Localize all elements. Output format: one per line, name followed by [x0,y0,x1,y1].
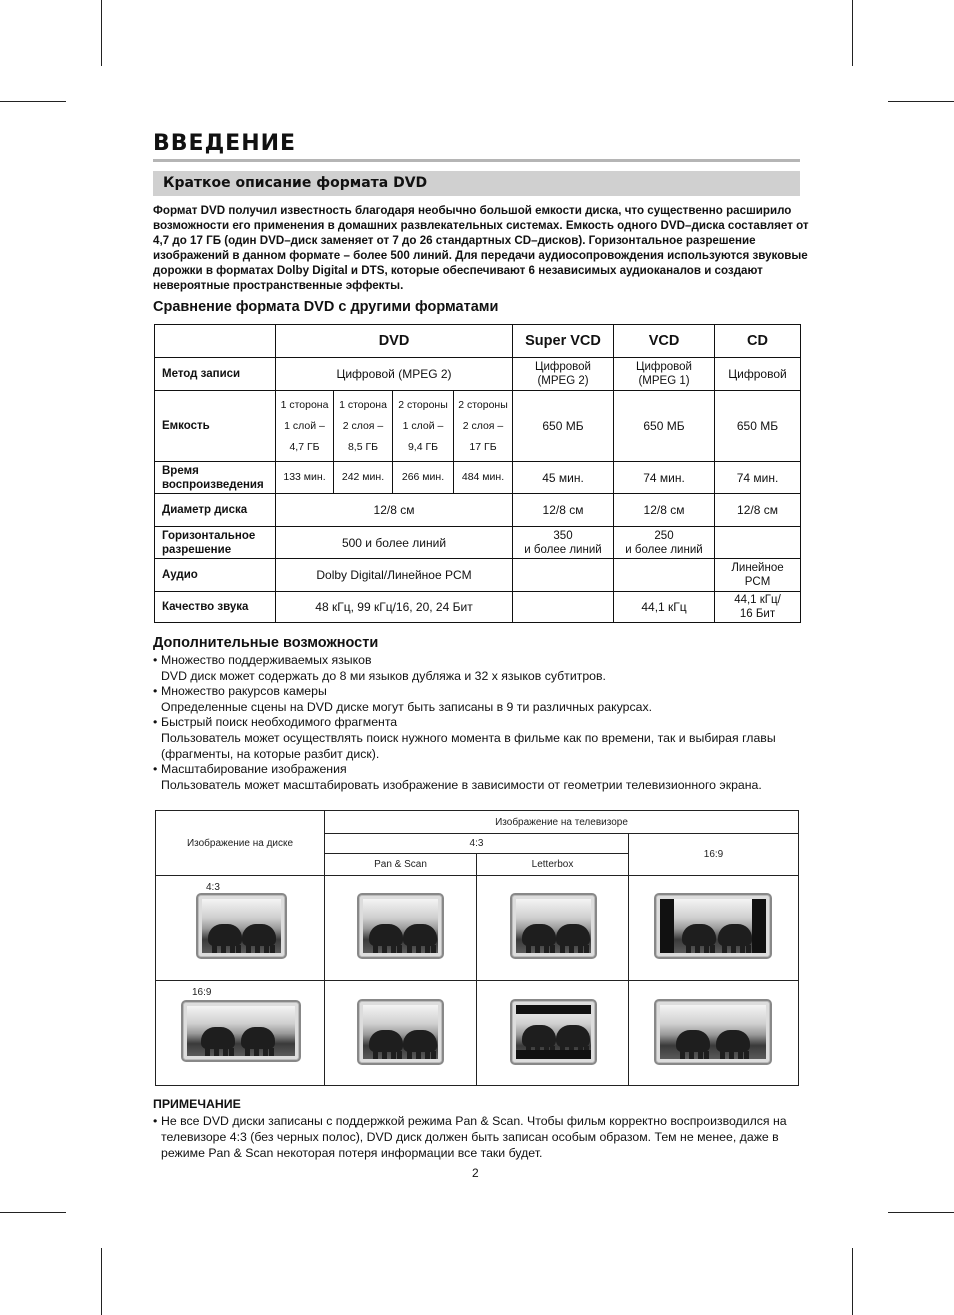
tv-thumbnail [196,893,287,959]
table-cell: 650 МБ [614,391,715,462]
elephant-image [516,899,591,953]
tv-thumbnail [654,893,772,959]
header-dvd: DVD [276,325,513,358]
feature-body: Пользователь может осуществлять поиск нужного момента в фильме как по времени, так и выбирая главы (фрагменты, на которые разбит диск). [161,730,776,761]
elephant-image [363,1005,438,1059]
header-vcd: VCD [614,325,715,358]
table-cell [513,592,614,623]
disc-header: Изображение на диске [156,811,325,876]
table-cell: 250 и более линий [614,527,715,559]
table-cell: 484 мин. [454,462,513,494]
ratio-43-header: 4:3 [325,834,629,854]
table-cell: 12/8 см [614,494,715,527]
table-row [155,391,801,462]
elephant-image [660,1005,766,1059]
table-cell: 1 сторона 2 слоя – 8,5 ГБ [334,391,393,462]
table-cell: 44,1 кГц/ 16 Бит [715,592,801,623]
row-label: Диаметр диска [155,494,276,527]
table-cell: 2 стороны 1 слой – 9,4 ГБ [393,391,454,462]
table-cell: Цифровой (MPEG 1) [614,358,715,391]
table-cell: 500 и более линий [276,527,513,559]
table-cell: 12/8 см [513,494,614,527]
table-row [155,494,801,527]
table-cell: Цифровой (MPEG 2) [513,358,614,391]
table-row [156,811,799,834]
table-cell: 2 стороны 2 слоя – 17 ГБ [454,391,513,462]
crop-mark [101,0,102,66]
ratio-169-header: 16:9 [629,834,799,876]
page-number: 2 [472,1166,479,1180]
note-text: • Не все DVD диски записаны с поддержкой режима Pan & Scan. Чтобы фильм корректно воспроизводился на телевизоре 4:3 (без черных полос), DVD диск должен быть записан особым образом. Тем не менее, даже в режиме Pan & Scan некоторая потеря информации все таки будет. [153,1113,823,1161]
page-title: ВВЕДЕНИЕ [153,131,297,156]
table-cell: Dolby Digital/Линейное PCM [276,559,513,592]
note-title: ПРИМЕЧАНИЕ [153,1097,241,1111]
table-cell: 74 мин. [715,462,801,494]
table-cell [156,981,325,1086]
table-cell: 133 мин. [276,462,334,494]
tv-header: Изображение на телевизоре [325,811,799,834]
crop-mark [852,1248,853,1315]
feature-heading: • Быстрый поиск необходимого фрагмента [153,715,823,731]
elephant-image [187,1006,295,1056]
table-cell: 350 и более линий [513,527,614,559]
table-cell: Цифровой (MPEG 2) [276,358,513,391]
table-cell: Цифровой [715,358,801,391]
table-row [155,462,801,494]
tv-thumbnail [181,1000,301,1062]
table-cell: 48 кГц, 99 кГц/16, 20, 24 Бит [276,592,513,623]
table-row [156,876,799,981]
letterbox-header: Letterbox [477,854,629,876]
table-row [155,527,801,559]
table-cell: 74 мин. [614,462,715,494]
section-title: Краткое описание формата DVD [163,175,428,191]
pan-scan-header: Pan & Scan [325,854,477,876]
features-list [153,653,823,793]
row-label: Время воспроизведения [155,462,276,494]
table-cell [477,876,629,981]
feature-heading: • Масштабирование изображения [153,762,823,778]
intro-paragraph: Формат DVD получил известность благодаря необычно большой емкости диска, что существенно расширило возможности его применения в домашних развлекательных системах. Емкость одного DVD–диска составляет от 4,7 до 17 ГБ (один DVD–диск заменяет от 7 до 26 стандартных CD–дисков). Горизонтальное разрешение изображений в данном формате – более 500 линий. Для передачи аудиосопровождения используются звуковые дорожки в форматах Dolby Digital и DTS, которые обеспечивают 6 независимых аудиоканалов и создают невероятные пространственные эффекты. [153,204,809,292]
tv-thumbnail [510,893,597,959]
feature-body: Пользователь может масштабировать изображение в зависимости от геометрии телевизионного экрана. [161,777,762,792]
table-cell [629,876,799,981]
header-svcd: Super VCD [513,325,614,358]
table-cell: 44,1 кГц [614,592,715,623]
comparison-table [154,324,801,623]
table-row [155,592,801,623]
table-cell: 650 МБ [513,391,614,462]
table-cell: 266 мин. [393,462,454,494]
crop-mark [0,101,66,102]
table-row [155,559,801,592]
table-cell [325,876,477,981]
features-title: Дополнительные возможности [153,635,379,651]
tv-thumbnail [357,893,444,959]
tv-thumbnail [654,999,772,1065]
elephant-image [202,899,281,953]
crop-mark [0,1212,66,1213]
table-cell [156,876,325,981]
table-cell: 650 МБ [715,391,801,462]
table-row [155,325,801,358]
table-cell [614,559,715,592]
feature-heading: • Множество поддерживаемых языков [153,653,823,669]
table-cell: 12/8 см [715,494,801,527]
feature-heading: • Множество ракурсов камеры [153,684,823,700]
row-label: Качество звука [155,592,276,623]
table-row [156,981,799,1086]
table-cell: 45 мин. [513,462,614,494]
feature-body: DVD диск может содержать до 8 ми языков дубляжа и 32 х языков субтитров. [161,668,606,683]
table-cell [477,981,629,1086]
disc-ratio-label: 16:9 [192,987,212,998]
comparison-title: Сравнение формата DVD с другими форматами [153,299,499,315]
table-cell [715,527,801,559]
table-cell: Линейное PCM [715,559,801,592]
table-cell [629,981,799,1086]
crop-mark [101,1248,102,1315]
disc-ratio-label: 4:3 [206,882,220,893]
table-cell: 12/8 см [276,494,513,527]
crop-mark [852,0,853,66]
crop-mark [888,101,954,102]
row-label: Аудио [155,559,276,592]
table-cell [513,559,614,592]
crop-mark [888,1212,954,1213]
table-cell [155,325,276,358]
elephant-image [516,1005,591,1059]
row-label: Горизонтальное разрешение [155,527,276,559]
title-rule [153,159,800,162]
table-cell: 1 сторона 1 слой – 4,7 ГБ [276,391,334,462]
table-row [155,358,801,391]
section-bar [153,171,800,196]
aspect-ratio-table [155,810,799,1086]
tv-thumbnail [510,999,597,1065]
row-label: Емкость [155,391,276,462]
table-cell: 242 мин. [334,462,393,494]
tv-thumbnail [357,999,444,1065]
header-cd: CD [715,325,801,358]
table-cell [325,981,477,1086]
feature-body: Определенные сцены на DVD диске могут быть записаны в 9 ти различных ракурсах. [161,699,653,714]
row-label: Метод записи [155,358,276,391]
elephant-image [363,899,438,953]
elephant-image [660,899,766,953]
